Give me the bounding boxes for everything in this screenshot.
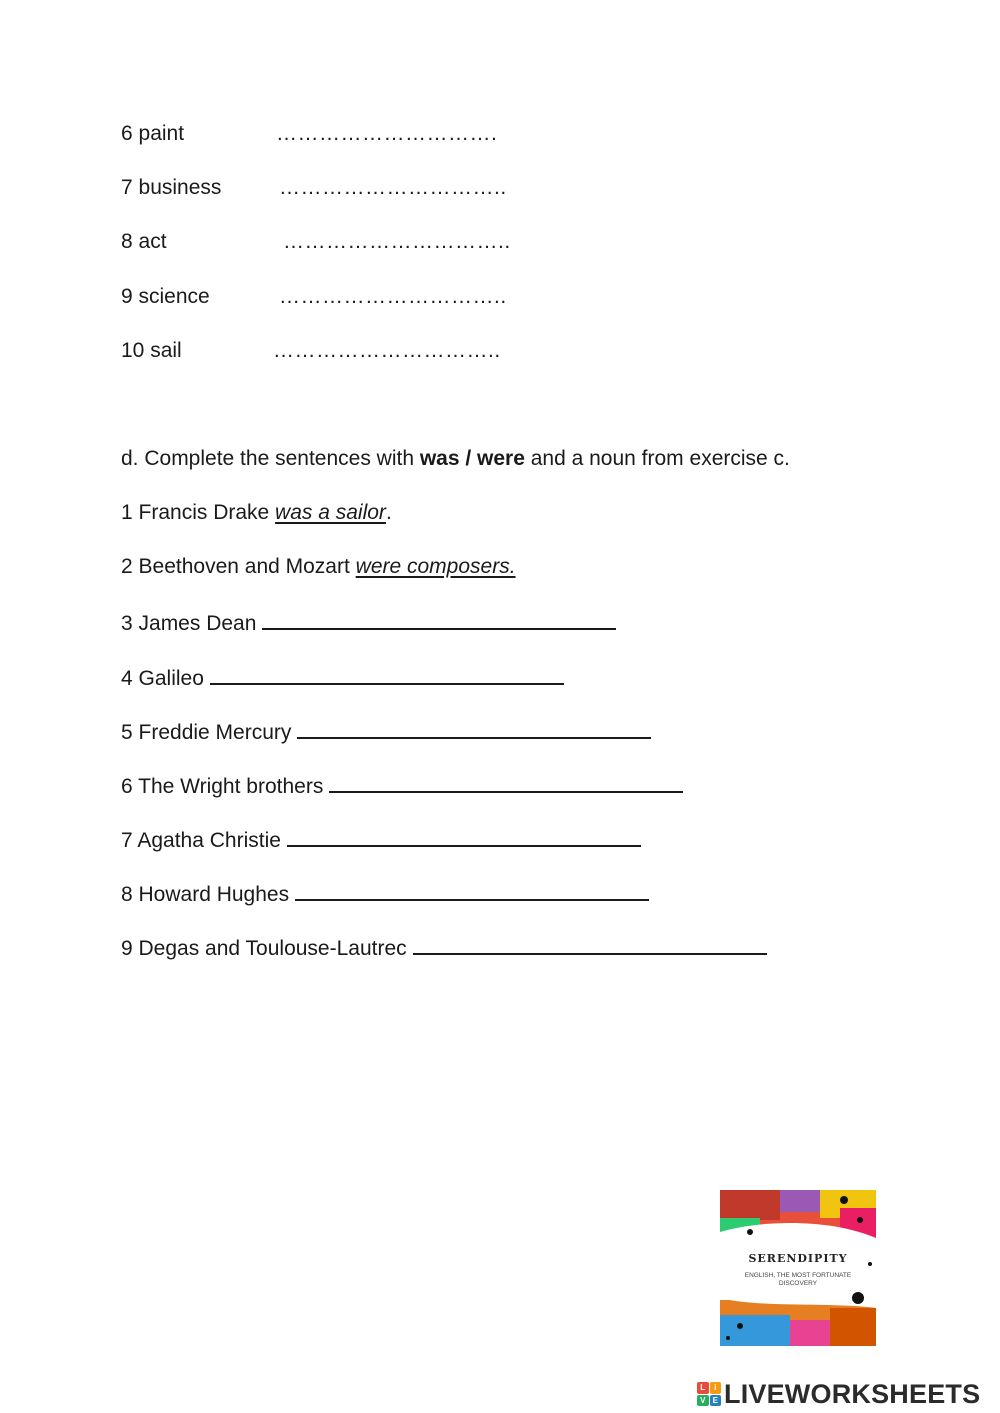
liveworksheets-icon: L i V E <box>697 1382 721 1406</box>
word-label: 6 paint <box>121 122 185 145</box>
word-label: 10 sail <box>121 339 182 362</box>
paint-splash-image <box>720 1190 876 1346</box>
instruction-suffix: and a noun from exercise c. <box>524 447 790 470</box>
example-prompt: 2 Beethoven and Mozart <box>121 555 356 578</box>
example-sentence <box>121 500 392 526</box>
word-item-paint <box>121 121 498 147</box>
word-label: 9 science <box>121 285 210 308</box>
answer-dots[interactable]: ………………………….. <box>279 285 507 308</box>
instruction-prefix: d. Complete the sentences with <box>121 447 420 470</box>
word-item-sail <box>121 338 501 364</box>
question-prompt: 8 Howard Hughes <box>121 883 290 906</box>
answer-dots[interactable]: ………………………….. <box>273 339 501 362</box>
word-label: 7 business <box>121 176 222 199</box>
answer-dots[interactable]: ………………………….. <box>283 230 511 253</box>
answer-dots[interactable]: …………………………. <box>276 122 498 145</box>
word-item-business <box>121 175 507 201</box>
question-prompt: 6 The Wright brothers <box>121 775 324 798</box>
question-prompt: 9 Degas and Toulouse-Lautrec <box>121 937 407 960</box>
word-item-science <box>121 284 507 310</box>
instruction-bold: was / were <box>419 447 525 470</box>
brand-name: LIVEWORKSHEETS <box>724 1378 981 1409</box>
example-tail: . <box>385 501 392 524</box>
answer-blank[interactable] <box>287 825 641 847</box>
question-prompt: 4 Galileo <box>121 667 204 690</box>
question-prompt: 7 Agatha Christie <box>121 829 281 852</box>
word-item-act <box>121 229 511 255</box>
serendipity-logo <box>720 1190 876 1346</box>
example-sentence <box>121 554 516 580</box>
answer-blank[interactable] <box>262 608 616 630</box>
question-agatha-christie <box>121 825 641 854</box>
liveworksheets-brand <box>697 1378 980 1410</box>
answer-dots[interactable]: ………………………….. <box>279 176 507 199</box>
logo-title: SERENDIPITY <box>748 1252 848 1265</box>
question-prompt: 3 James Dean <box>121 612 257 635</box>
exercise-d-instruction <box>121 446 790 472</box>
word-label: 8 act <box>121 230 167 253</box>
example-answer: were composers. <box>355 555 516 578</box>
answer-blank[interactable] <box>297 717 651 739</box>
question-prompt: 5 Freddie Mercury <box>121 721 292 744</box>
question-degas-toulouse-lautrec <box>121 933 767 962</box>
question-galileo <box>121 663 564 692</box>
question-wright-brothers <box>121 771 683 800</box>
question-james-dean <box>121 608 616 637</box>
answer-blank[interactable] <box>413 933 767 955</box>
answer-blank[interactable] <box>295 879 649 901</box>
question-howard-hughes <box>121 879 649 908</box>
logo-subtitle: ENGLISH, THE MOST FORTUNATE DISCOVERY <box>744 1272 852 1287</box>
example-prompt: 1 Francis Drake <box>121 501 276 524</box>
example-answer: was a sailor <box>275 501 386 524</box>
question-freddie-mercury <box>121 717 651 746</box>
answer-blank[interactable] <box>329 771 683 793</box>
answer-blank[interactable] <box>210 663 564 685</box>
